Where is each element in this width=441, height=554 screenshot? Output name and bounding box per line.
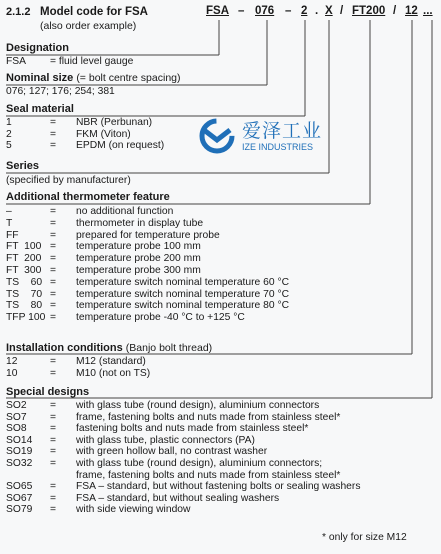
seal-row [6, 129, 131, 140]
install-row [6, 356, 146, 367]
special-text: with side viewing window [76, 504, 191, 516]
special-key: SO7 [6, 411, 27, 423]
install-row [6, 368, 150, 379]
thermo-row [6, 230, 220, 241]
code-size: 076 [255, 5, 275, 17]
seal-equals: = [50, 128, 57, 140]
special-text: frame, fastening bolts and nuts made from stainless steel* [76, 411, 341, 423]
code-slash-1: / [340, 5, 344, 17]
special-key: SO79 [6, 504, 33, 516]
special-row [6, 458, 322, 469]
special-equals: = [50, 400, 57, 411]
thermo-equals: = [50, 265, 57, 276]
thermo-equals: = [50, 288, 57, 300]
thermo-row [6, 265, 201, 276]
code-dot: . [315, 5, 319, 17]
thermo-equals: = [50, 312, 57, 324]
thermo-row [6, 312, 245, 323]
code-dash-2: – [285, 5, 292, 17]
thermo-row [6, 206, 173, 217]
special-key: SO14 [6, 434, 33, 446]
thermo-key: FT 300 [6, 265, 42, 276]
special-key: SO65 [6, 481, 33, 493]
watermark-logo [198, 112, 348, 162]
code-install: 12 [405, 5, 418, 17]
special-row [6, 400, 319, 411]
code-special: ... [423, 5, 433, 17]
special-key: SO8 [6, 423, 27, 435]
seal-heading: Seal material [6, 103, 74, 115]
seal-text: FKM (Viton) [76, 128, 131, 140]
thermo-row [6, 253, 201, 264]
logo-en-text: IZE INDUSTRIES [242, 142, 314, 152]
special-equals: = [50, 504, 57, 516]
code-dash-1: – [238, 5, 245, 17]
seal-equals: = [50, 140, 57, 151]
install-heading [6, 342, 212, 354]
series-text: (specified by manufacturer) [6, 175, 131, 186]
thermo-equals: = [50, 300, 57, 312]
code-seal: 2 [301, 5, 308, 17]
thermo-key: TFP 100 [6, 312, 46, 324]
special-text: with green hollow ball, no contrast washer [76, 446, 268, 458]
special-equals: = [50, 411, 57, 423]
code-thermo: FT200 [352, 5, 386, 17]
thermo-key: TS 80 [6, 300, 43, 312]
install-key: 12 [6, 356, 18, 367]
section-number: 2.1.2 [6, 6, 31, 18]
logo-cn-text: 爱泽工业 [242, 120, 323, 142]
install-text: M10 (not on TS) [76, 367, 151, 379]
special-equals: = [50, 423, 57, 435]
seal-equals: = [50, 117, 57, 128]
thermo-row [6, 241, 201, 252]
designation-heading: Designation [6, 42, 69, 54]
code-fsa: FSA [206, 5, 229, 17]
special-row [6, 412, 340, 423]
install-heading-note: (Banjo bolt thread) [125, 342, 213, 354]
special-equals: = [50, 481, 57, 493]
special-row [6, 470, 340, 481]
special-row [6, 423, 308, 434]
thermo-text: temperature switch nominal temperature 60 °C [76, 276, 290, 288]
nominal-heading-label: Nominal size [6, 72, 74, 84]
seal-text: NBR (Perbunan) [76, 117, 153, 128]
thermo-equals: = [50, 206, 57, 217]
special-text: with glass tube (round design), aluminium connectors [76, 400, 320, 411]
special-text: frame, fastening bolts and nuts made from stainless steel* [76, 469, 341, 481]
section-title: Model code for FSA [40, 6, 148, 18]
thermo-row [6, 300, 289, 311]
special-text: with glass tube (round design), aluminium connectors; [76, 458, 323, 469]
designation-row [6, 56, 133, 67]
seal-key: 1 [6, 117, 12, 128]
install-heading-label: Installation conditions [6, 342, 123, 354]
thermo-key: FF [6, 229, 19, 241]
thermo-equals: = [50, 217, 57, 229]
special-heading: Special designs [6, 386, 90, 398]
special-text: with glass tube, plastic connectors (PA) [76, 434, 255, 446]
thermo-row [6, 289, 289, 300]
install-equals: = [50, 367, 57, 379]
thermo-text: temperature switch nominal temperature 80 °C [76, 300, 290, 312]
seal-key: 5 [6, 140, 12, 151]
thermo-equals: = [50, 229, 57, 241]
nominal-values: 076; 127; 176; 254; 381 [6, 86, 115, 97]
special-row [6, 435, 255, 446]
special-equals: = [50, 434, 57, 446]
seal-text: EPDM (on request) [76, 140, 165, 151]
special-key: SO2 [6, 400, 27, 411]
special-row [6, 481, 360, 492]
series-heading: Series [6, 160, 40, 172]
thermo-text: temperature probe 200 mm [76, 253, 201, 265]
thermo-equals: = [50, 241, 57, 253]
thermo-key: T [6, 217, 13, 229]
thermo-equals: = [50, 253, 57, 265]
footnote: * only for size M12 [322, 532, 407, 543]
special-key: SO19 [6, 446, 33, 458]
seal-row [6, 140, 164, 151]
thermo-key: – [6, 206, 12, 217]
thermo-row [6, 277, 289, 288]
nominal-heading-note: (= bolt centre spacing) [76, 72, 181, 84]
designation-text: = fluid level gauge [50, 56, 134, 67]
thermo-text: prepared for temperature probe [76, 229, 220, 241]
special-key: SO67 [6, 492, 33, 504]
thermo-key: TS 70 [6, 288, 43, 300]
thermo-key: FT 100 [6, 241, 42, 253]
logo-mark-icon [198, 116, 236, 156]
install-text: M12 (standard) [76, 356, 146, 367]
code-slash-2: / [393, 5, 397, 17]
seal-key: 2 [6, 128, 12, 140]
special-text: FSA – standard, but without fastening bolts or sealing washers [76, 481, 361, 493]
special-row [6, 504, 190, 515]
thermo-text: temperature probe -40 °C to +125 °C [76, 312, 245, 324]
thermo-key: TS 60 [6, 276, 43, 288]
code-series: X [325, 5, 333, 17]
thermo-text: no additional function [76, 206, 174, 217]
section-subtitle: (also order example) [40, 20, 137, 32]
install-equals: = [50, 356, 57, 367]
thermo-text: temperature probe 100 mm [76, 241, 201, 253]
designation-key: FSA [6, 56, 27, 67]
thermo-key: FT 200 [6, 253, 42, 265]
thermo-text: thermometer in display tube [76, 217, 204, 229]
nominal-heading [6, 72, 181, 84]
thermo-text: temperature switch nominal temperature 70 °C [76, 288, 290, 300]
special-row [6, 493, 279, 504]
install-key: 10 [6, 367, 18, 379]
special-equals: = [50, 446, 57, 458]
thermo-row [6, 218, 203, 229]
special-text: FSA – standard, but without sealing washers [76, 492, 280, 504]
special-key: SO32 [6, 458, 33, 469]
special-equals: = [50, 458, 57, 469]
thermo-heading: Additional thermometer feature [6, 191, 170, 203]
special-equals: = [50, 492, 57, 504]
special-row [6, 446, 267, 457]
thermo-text: temperature probe 300 mm [76, 265, 201, 276]
thermo-equals: = [50, 276, 57, 288]
special-text: fastening bolts and nuts made from stainless steel* [76, 423, 309, 435]
seal-row [6, 117, 152, 128]
